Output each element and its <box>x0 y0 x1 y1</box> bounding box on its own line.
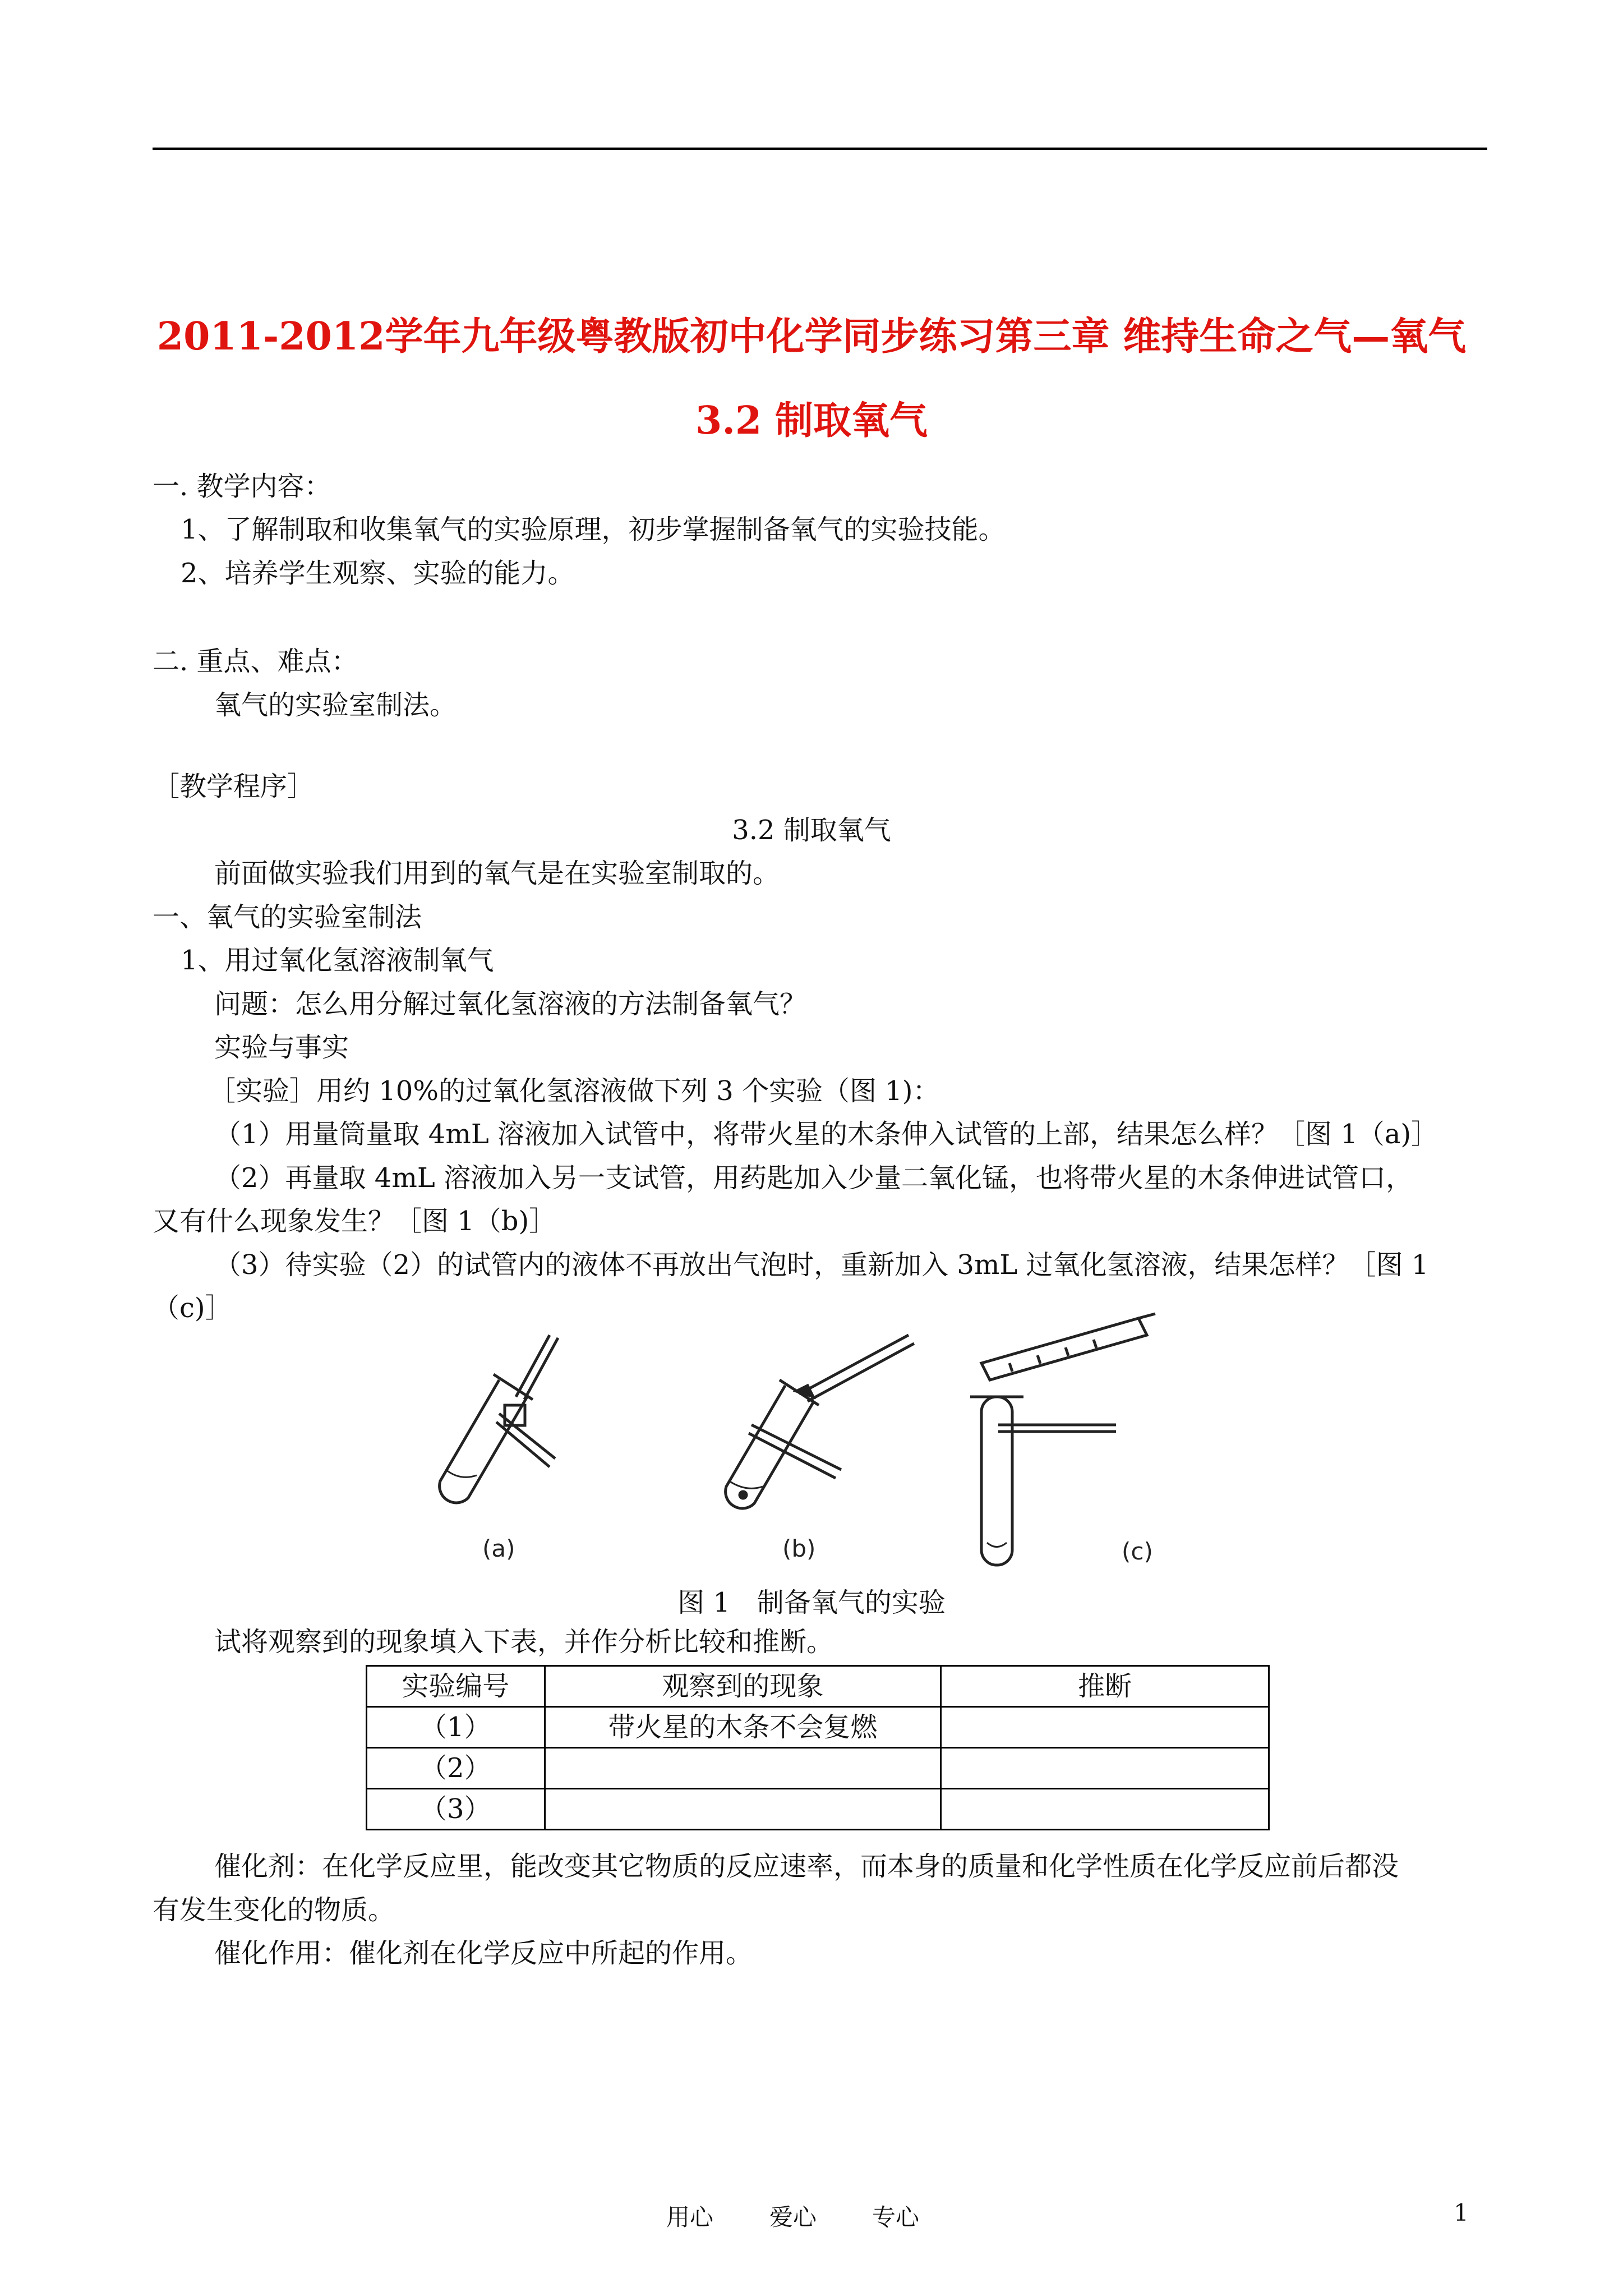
test-tube-b <box>726 1335 914 1508</box>
document-title: 2011-2012学年九年级粤教版初中化学同步练习第三章 维持生命之气—氧气 <box>156 314 1467 359</box>
header-cell-inference: 推断 <box>941 1666 1269 1707</box>
procedure-heading: ［教学程序］ <box>153 771 315 802</box>
figure-label-a: (a) <box>482 1535 515 1562</box>
part-1-heading: 一、氧气的实验室制法 <box>153 901 422 933</box>
section-2-body: 氧气的实验室制法。 <box>214 689 457 721</box>
table-intro: 试将观察到的现象填入下表，并作分析比较和推断。 <box>214 1626 834 1658</box>
row-2-inference <box>941 1748 1269 1789</box>
experiment-figure <box>415 1301 1211 1582</box>
footer-motto-3: 专心 <box>872 2203 920 2231</box>
figure-caption: 图 1 制备氧气的实验 <box>677 1587 946 1618</box>
experiment-2-line-2: 又有什么现象发生？［图 1（b)］ <box>153 1205 556 1237</box>
section-1-item-1: 1、了解制取和收集氧气的实验原理，初步掌握制备氧气的实验技能。 <box>181 514 1006 545</box>
test-tube-a <box>440 1335 558 1503</box>
catalyst-definition-line-2: 有发生变化的物质。 <box>153 1894 395 1926</box>
footer-motto-1: 用心 <box>666 2203 714 2231</box>
table-row <box>367 1748 1269 1789</box>
table-row <box>367 1707 1269 1748</box>
header-cell-number: 实验编号 <box>367 1666 545 1707</box>
row-1-inference <box>941 1707 1269 1748</box>
experiment-2-line-1: （2）再量取 4mL 溶液加入另一支试管，用药匙加入少量二氧化锰，也将带火星的木条伸进试管口， <box>214 1162 1413 1194</box>
row-2-phenomenon <box>545 1748 941 1789</box>
question-text: 问题：怎么用分解过氧化氢溶液的方法制备氧气？ <box>214 988 807 1020</box>
experiment-1: （1）用量筒量取 4mL 溶液加入试管中，将带火星的木条伸入试管的上部，结果怎么样？［图 1（a)］ <box>214 1119 1438 1150</box>
test-tube-c <box>970 1314 1155 1565</box>
row-3-number: （3） <box>367 1789 545 1830</box>
experiment-intro: ［实验］用约 10%的过氧化氢溶液做下列 3 个实验（图 1)： <box>209 1075 940 1107</box>
row-1-number: （1） <box>367 1707 545 1748</box>
section-2-heading: 二. 重点、难点： <box>153 646 358 677</box>
page-number: 1 <box>1454 2199 1469 2226</box>
table-row <box>367 1789 1269 1830</box>
row-3-phenomenon <box>545 1789 941 1830</box>
row-1-phenomenon: 带火星的木条不会复燃 <box>545 1707 941 1748</box>
section-1-heading: 一. 教学内容： <box>153 471 331 502</box>
header-cell-phenomenon: 观察到的现象 <box>545 1666 941 1707</box>
section-1-item-2: 2、培养学生观察、实验的能力。 <box>181 558 575 589</box>
observation-table <box>366 1665 1270 1830</box>
experiment-3-line-2: （c)］ <box>153 1292 232 1324</box>
header-rule <box>153 148 1487 150</box>
intro-text: 前面做实验我们用到的氧气是在实验室制取的。 <box>214 858 780 889</box>
experiment-3-line-1: （3）待实验（2）的试管内的液体不再放出气泡时，重新加入 3mL 过氧化氢溶液，结果怎样？［图 1 <box>214 1249 1429 1281</box>
catalyst-definition-line-1: 催化剂：在化学反应里，能改变其它物质的反应速率，而本身的质量和化学性质在化学反应前后都没 <box>214 1851 1399 1882</box>
figure-label-b: (b) <box>782 1535 816 1562</box>
facts-heading: 实验与事实 <box>214 1032 349 1063</box>
row-2-number: （2） <box>367 1748 545 1789</box>
document-subtitle: 3.2 制取氧气 <box>695 398 928 443</box>
catalysis-definition: 催化作用：催化剂在化学反应中所起的作用。 <box>214 1938 753 1969</box>
footer-motto-2: 爱心 <box>769 2203 817 2231</box>
table-header-row <box>367 1666 1269 1707</box>
part-1-1-heading: 1、用过氧化氢溶液制氧气 <box>181 945 494 976</box>
lesson-subtitle: 3.2 制取氧气 <box>732 815 891 846</box>
figure-label-c: (c) <box>1122 1538 1153 1565</box>
row-3-inference <box>941 1789 1269 1830</box>
